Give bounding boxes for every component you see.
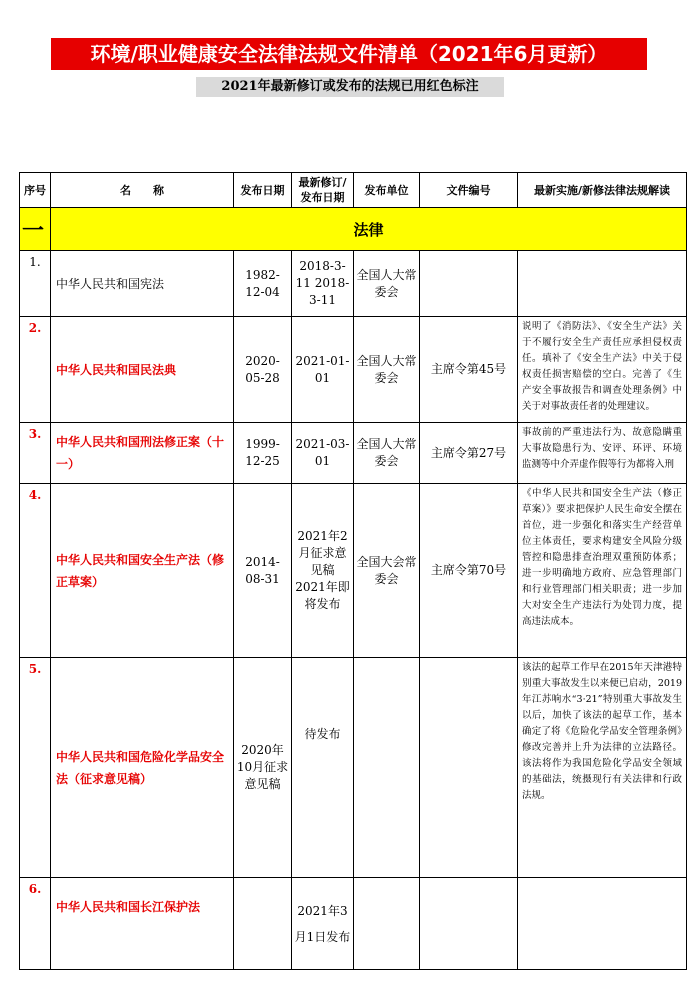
col-header-note: 最新实施/新修法律法规解读 (518, 173, 687, 208)
row-rev-date: 2018-3-11 2018-3-11 (292, 251, 354, 317)
col-header-org: 发布单位 (354, 173, 420, 208)
col-header-rev-date: 最新修订/发布日期 (292, 173, 354, 208)
col-header-pub-date: 发布日期 (234, 173, 292, 208)
row-number: 3. (20, 423, 51, 484)
col-header-name: 名 称 (51, 173, 234, 208)
row-code (420, 878, 518, 970)
row-name: 中华人民共和国危险化学品安全法（征求意见稿） (51, 658, 234, 878)
row-pub-date (234, 878, 292, 970)
row-rev-date: 2021-03-01 (292, 423, 354, 484)
row-pub-date: 1982-12-04 (234, 251, 292, 317)
table-row (20, 658, 687, 878)
table-row (20, 251, 687, 317)
row-name: 中华人民共和国刑法修正案（十一） (51, 423, 234, 484)
row-code: 主席令第27号 (420, 423, 518, 484)
row-code (420, 251, 518, 317)
row-code: 主席令第45号 (420, 317, 518, 423)
row-note: 《中华人民共和国安全生产法（修正草案）》要求把保护人民生命安全摆在首位，进一步强化和落实生产经营单位主体责任，要求构建安全风险分级管控和隐患排查治理双重预防体系；进一步明确地方政府、应急管理部门和行业管理部门相关职责；进一步加大对安全生产违法行为处罚力度，提高违法成本。 (518, 484, 687, 658)
row-org: 全国人大常委会 (354, 251, 420, 317)
row-rev-date: 待发布 (292, 658, 354, 878)
section-row (20, 208, 687, 251)
col-header-no: 序号 (20, 173, 51, 208)
row-rev-date: 2021年2月征求意见稿 2021年即将发布 (292, 484, 354, 658)
row-org (354, 658, 420, 878)
table-row (20, 878, 687, 970)
table-row (20, 317, 687, 423)
row-name: 中华人民共和国宪法 (51, 251, 234, 317)
table-header-row (20, 173, 687, 208)
row-code: 主席令第70号 (420, 484, 518, 658)
row-org (354, 878, 420, 970)
row-note (518, 251, 687, 317)
table-row (20, 423, 687, 484)
row-pub-date: 2020年10月征求意见稿 (234, 658, 292, 878)
row-rev-date: 2021-01-01 (292, 317, 354, 423)
row-name: 中华人民共和国民法典 (51, 317, 234, 423)
row-number: 1. (20, 251, 51, 317)
row-pub-date: 2020-05-28 (234, 317, 292, 423)
row-pub-date: 1999-12-25 (234, 423, 292, 484)
row-org: 全国大会常委会 (354, 484, 420, 658)
row-note: 该法的起草工作早在2015年天津港特别重大事故发生以来便已启动，2019年江苏响水“3·21”特别重大事故发生以后，加快了该法的起草工作，基本确定了将《危险化学品安全管理条例》修改完善并上升为法律的立法路径。该法将作为我国危险化学品安全领域的基础法，统摄现行有关法律和行政法规。 (518, 658, 687, 878)
row-org: 全国人大常委会 (354, 317, 420, 423)
row-note: 说明了《消防法》、《安全生产法》关于不履行安全生产责任应承担侵权责任。填补了《安全生产法》中关于侵权责任损害赔偿的空白。完善了《生产安全事故报告和调查处理条例》中关于对事故责任者的处理建议。 (518, 317, 687, 423)
row-note (518, 878, 687, 970)
document-title: 环境/职业健康安全法律法规文件清单（2021年6月更新） (51, 38, 647, 70)
row-number: 2. (20, 317, 51, 423)
row-pub-date: 2014-08-31 (234, 484, 292, 658)
row-number: 6. (20, 878, 51, 970)
row-note: 事故前的严重违法行为、故意隐瞒重大事故隐患行为、安评、环评、环境监测等中介弄虚作假等行为都将入刑 (518, 423, 687, 484)
row-rev-date: 2021年3月1日发布 (292, 878, 354, 970)
col-header-code: 文件编号 (420, 173, 518, 208)
table-row (20, 484, 687, 658)
row-name: 中华人民共和国安全生产法（修正草案） (51, 484, 234, 658)
section-number: 一 (20, 208, 51, 251)
row-number: 5. (20, 658, 51, 878)
section-title: 法律 (51, 208, 687, 251)
row-number: 4. (20, 484, 51, 658)
row-name: 中华人民共和国长江保护法 (51, 878, 234, 970)
document-subtitle: 2021年最新修订或发布的法规已用红色标注 (196, 77, 504, 97)
regulations-table (19, 172, 687, 970)
row-code (420, 658, 518, 878)
row-org: 全国人大常委会 (354, 423, 420, 484)
